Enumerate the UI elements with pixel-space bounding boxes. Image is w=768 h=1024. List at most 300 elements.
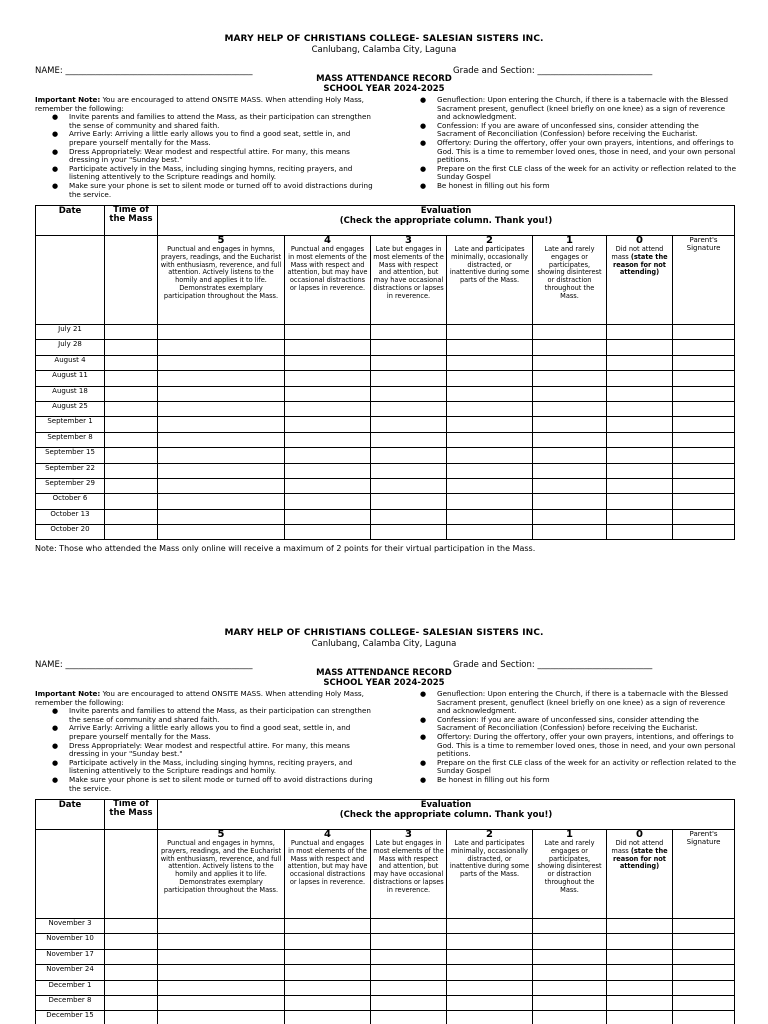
evaluation-cell[interactable]	[371, 965, 447, 980]
evaluation-cell[interactable]	[607, 463, 673, 478]
signature-cell[interactable]	[673, 463, 735, 478]
score-4-header	[285, 830, 371, 919]
date-cell: September 22	[36, 463, 105, 478]
evaluation-cell[interactable]	[447, 919, 533, 934]
evaluation-cell[interactable]	[607, 325, 673, 340]
table-row	[36, 525, 735, 540]
note-item: ● Arrive Early: Arriving a little early allows you to find a good seat, settle in, and prepare yourself mentally for the Mass.	[35, 724, 375, 741]
evaluation-cell[interactable]	[158, 463, 285, 478]
signature-cell[interactable]	[673, 934, 735, 949]
signature-header: Parent's Signature	[673, 236, 735, 325]
evaluation-cell[interactable]	[285, 325, 371, 340]
note-item: ● Be honest in filling out his form	[420, 776, 738, 785]
evaluation-header	[158, 206, 735, 236]
evaluation-cell[interactable]	[533, 525, 607, 540]
time-cell[interactable]	[105, 340, 158, 355]
score-label: 0	[636, 829, 643, 840]
score-0-reason: (state the reason for not attending)	[613, 846, 668, 871]
evaluation-cell[interactable]	[533, 401, 607, 416]
signature-cell[interactable]	[673, 386, 735, 401]
evaluation-cell[interactable]	[447, 463, 533, 478]
notes-right	[420, 690, 738, 785]
grade-section-field[interactable]: Grade and Section: ___________________________	[453, 660, 653, 670]
evaluation-cell[interactable]	[285, 995, 371, 1010]
evaluation-cell[interactable]	[447, 1011, 533, 1024]
time-cell[interactable]	[105, 355, 158, 370]
evaluation-cell[interactable]	[447, 525, 533, 540]
signature-cell[interactable]	[673, 432, 735, 447]
evaluation-cell[interactable]	[158, 525, 285, 540]
score-description: Late but engages in most elements of the Mass with respect and attention, but may have occasional distractions or lapses in reverence.	[373, 245, 444, 300]
evaluation-cell[interactable]	[533, 934, 607, 949]
signature-cell[interactable]	[673, 494, 735, 509]
evaluation-cell[interactable]	[607, 980, 673, 995]
signature-cell[interactable]	[673, 919, 735, 934]
score-description: Punctual and engages in most elements of the Mass with respect and attention, but may have occasional distractions or lapses in reverence.	[287, 245, 368, 292]
evaluation-cell[interactable]	[447, 401, 533, 416]
table-row	[36, 386, 735, 401]
table-row	[36, 325, 735, 340]
evaluation-cell[interactable]	[158, 448, 285, 463]
evaluation-cell[interactable]	[371, 934, 447, 949]
score-label: 1	[566, 235, 573, 246]
evaluation-cell[interactable]	[371, 386, 447, 401]
evaluation-cell[interactable]	[607, 1011, 673, 1024]
evaluation-cell[interactable]	[285, 1011, 371, 1024]
score-0-text: Did not attend mass	[611, 839, 664, 855]
table-row	[36, 355, 735, 370]
table-row	[36, 432, 735, 447]
evaluation-cell[interactable]	[285, 463, 371, 478]
evaluation-cell[interactable]	[447, 355, 533, 370]
blank-header-cell	[105, 236, 158, 325]
evaluation-cell[interactable]	[158, 494, 285, 509]
note-item: ● Dress Appropriately: Wear modest and respectful attire. For many, this means dressing in your "Sunday best."	[35, 742, 375, 759]
score-label: 0	[636, 235, 643, 246]
evaluation-cell[interactable]	[607, 340, 673, 355]
date-cell: December 15	[36, 1011, 105, 1024]
school-name: MARY HELP OF CHRISTIANS COLLEGE- SALESIAN SISTERS INC.	[224, 34, 544, 44]
signature-cell[interactable]	[673, 525, 735, 540]
evaluation-cell[interactable]	[371, 417, 447, 432]
evaluation-cell[interactable]	[371, 371, 447, 386]
date-cell: November 24	[36, 965, 105, 980]
evaluation-title: Evaluation	[420, 800, 472, 810]
table-row	[36, 919, 735, 934]
time-cell[interactable]	[105, 934, 158, 949]
time-header: Time of the Mass	[105, 800, 158, 830]
evaluation-cell[interactable]	[158, 325, 285, 340]
evaluation-subtitle: (Check the appropriate column. Thank you!)	[339, 216, 553, 226]
table-row	[36, 478, 735, 493]
time-cell[interactable]	[105, 509, 158, 524]
note-item: ● Invite parents and families to attend the Mass, as their participation can strengthen the sense of community and shared faith.	[35, 113, 375, 130]
evaluation-cell[interactable]	[285, 401, 371, 416]
score-2-header	[447, 236, 533, 325]
table-row	[36, 980, 735, 995]
evaluation-cell[interactable]	[533, 432, 607, 447]
score-5-header	[158, 236, 285, 325]
date-header: Date	[36, 206, 105, 236]
table-row	[36, 340, 735, 355]
table-row	[36, 965, 735, 980]
school-year: SCHOOL YEAR 2024-2025	[323, 678, 445, 688]
date-cell: November 17	[36, 949, 105, 964]
evaluation-cell[interactable]	[371, 494, 447, 509]
score-0-header	[607, 236, 673, 325]
important-note	[35, 96, 375, 113]
note-item: ● Make sure your phone is set to silent mode or turned off to avoid distractions during the service.	[35, 776, 375, 793]
table-row	[36, 995, 735, 1010]
record-title: MASS ATTENDANCE RECORD	[316, 74, 452, 84]
signature-cell[interactable]	[673, 417, 735, 432]
signature-cell[interactable]	[673, 401, 735, 416]
evaluation-cell[interactable]	[371, 919, 447, 934]
notes-left	[35, 690, 375, 793]
note-item: ● Confession: If you are aware of unconfessed sins, consider attending the Sacrament of Reconciliation (Confession) before receiving the Eucharist.	[420, 716, 738, 733]
evaluation-cell[interactable]	[533, 386, 607, 401]
evaluation-cell[interactable]	[285, 980, 371, 995]
time-cell[interactable]	[105, 371, 158, 386]
time-cell[interactable]	[105, 494, 158, 509]
evaluation-cell[interactable]	[285, 965, 371, 980]
evaluation-cell[interactable]	[607, 509, 673, 524]
score-description: Punctual and engages in hymns, prayers, readings, and the Eucharist with enthusiasm, reverence, and full attention. Actively listens to the homily and applies it to life. Demonstrates exemplary participation throughout the Mass.	[160, 245, 282, 300]
important-label: Important Note:	[35, 689, 101, 698]
evaluation-cell[interactable]	[447, 509, 533, 524]
grade-section-field[interactable]: Grade and Section: ___________________________	[453, 66, 653, 76]
evaluation-cell[interactable]	[533, 340, 607, 355]
score-0-header	[607, 830, 673, 919]
score-description: Late but engages in most elements of the Mass with respect and attention, but may have occasional distractions or lapses in reverence.	[373, 839, 444, 894]
time-cell[interactable]	[105, 919, 158, 934]
score-description	[607, 840, 672, 871]
evaluation-cell[interactable]	[371, 478, 447, 493]
date-header: Date	[36, 800, 105, 830]
evaluation-cell[interactable]	[607, 386, 673, 401]
evaluation-cell[interactable]	[371, 401, 447, 416]
date-cell: October 6	[36, 494, 105, 509]
note-item: ● Participate actively in the Mass, including singing hymns, reciting prayers, and listening attentively to the Scripture readings and homily.	[35, 759, 375, 776]
school-name: MARY HELP OF CHRISTIANS COLLEGE- SALESIAN SISTERS INC.	[224, 628, 544, 638]
evaluation-cell[interactable]	[371, 355, 447, 370]
evaluation-cell[interactable]	[533, 478, 607, 493]
notes-right	[420, 96, 738, 191]
table-row	[36, 1011, 735, 1024]
date-cell: August 4	[36, 355, 105, 370]
evaluation-cell[interactable]	[607, 965, 673, 980]
evaluation-cell[interactable]	[158, 432, 285, 447]
evaluation-cell[interactable]	[447, 494, 533, 509]
note-item: ● Be honest in filling out his form	[420, 182, 738, 191]
evaluation-cell[interactable]	[158, 995, 285, 1010]
score-3-header	[371, 236, 447, 325]
attendance-table	[35, 799, 735, 1024]
evaluation-cell[interactable]	[158, 509, 285, 524]
time-cell[interactable]	[105, 949, 158, 964]
evaluation-cell[interactable]	[447, 478, 533, 493]
date-rows	[36, 919, 735, 1024]
important-intro: You are encouraged to attend ONSITE MASS. When attending Holy Mass, remember the following:	[35, 95, 364, 113]
school-address: Canlubang, Calamba City, Laguna	[311, 45, 457, 55]
table-row	[36, 463, 735, 478]
evaluation-cell[interactable]	[285, 432, 371, 447]
score-label: 3	[405, 235, 412, 246]
evaluation-cell[interactable]	[285, 371, 371, 386]
evaluation-cell[interactable]	[371, 340, 447, 355]
evaluation-cell[interactable]	[371, 525, 447, 540]
note-item: ● Prepare on the first CLE class of the week for an activity or reflection related to the Sunday Gospel	[420, 165, 738, 182]
evaluation-cell[interactable]	[447, 386, 533, 401]
evaluation-cell[interactable]	[447, 448, 533, 463]
time-cell[interactable]	[105, 965, 158, 980]
signature-cell[interactable]	[673, 980, 735, 995]
date-cell: December 8	[36, 995, 105, 1010]
evaluation-cell[interactable]	[285, 340, 371, 355]
blank-header-cell	[36, 236, 105, 325]
score-3-header	[371, 830, 447, 919]
signature-cell[interactable]	[673, 965, 735, 980]
evaluation-cell[interactable]	[533, 949, 607, 964]
evaluation-header	[158, 800, 735, 830]
evaluation-cell[interactable]	[285, 494, 371, 509]
evaluation-cell[interactable]	[158, 965, 285, 980]
date-cell: September 8	[36, 432, 105, 447]
evaluation-cell[interactable]	[607, 417, 673, 432]
date-cell: November 3	[36, 919, 105, 934]
evaluation-cell[interactable]	[285, 525, 371, 540]
time-cell[interactable]	[105, 463, 158, 478]
time-cell[interactable]	[105, 325, 158, 340]
score-description: Punctual and engages in hymns, prayers, readings, and the Eucharist with enthusiasm, reverence, and full attention. Actively listens to the homily and applies it to life. Demonstrates exemplary participation throughout the Mass.	[160, 839, 282, 894]
evaluation-cell[interactable]	[447, 980, 533, 995]
time-cell[interactable]	[105, 386, 158, 401]
score-1-header	[533, 236, 607, 325]
evaluation-cell[interactable]	[447, 995, 533, 1010]
evaluation-cell[interactable]	[607, 371, 673, 386]
evaluation-cell[interactable]	[607, 448, 673, 463]
date-cell: August 11	[36, 371, 105, 386]
evaluation-cell[interactable]	[371, 980, 447, 995]
signature-header: Parent's Signature	[673, 830, 735, 919]
evaluation-cell[interactable]	[533, 494, 607, 509]
signature-cell[interactable]	[673, 509, 735, 524]
score-label: 4	[324, 235, 331, 246]
evaluation-cell[interactable]	[533, 448, 607, 463]
evaluation-cell[interactable]	[447, 371, 533, 386]
evaluation-cell[interactable]	[158, 371, 285, 386]
evaluation-cell[interactable]	[447, 934, 533, 949]
name-field[interactable]: NAME: ____________________________________________	[35, 660, 253, 670]
time-cell[interactable]	[105, 1011, 158, 1024]
evaluation-cell[interactable]	[533, 417, 607, 432]
time-cell[interactable]	[105, 995, 158, 1010]
evaluation-cell[interactable]	[533, 965, 607, 980]
evaluation-cell[interactable]	[158, 355, 285, 370]
evaluation-cell[interactable]	[285, 355, 371, 370]
note-item: ● Prepare on the first CLE class of the week for an activity or reflection related to the Sunday Gospel	[420, 759, 738, 776]
score-description	[607, 246, 672, 277]
evaluation-cell[interactable]	[158, 980, 285, 995]
blank-header-cell	[36, 830, 105, 919]
signature-cell[interactable]	[673, 949, 735, 964]
evaluation-cell[interactable]	[371, 949, 447, 964]
evaluation-cell[interactable]	[607, 401, 673, 416]
table-row	[36, 509, 735, 524]
score-label: 5	[217, 829, 225, 840]
time-cell[interactable]	[105, 432, 158, 447]
evaluation-cell[interactable]	[158, 340, 285, 355]
important-note	[35, 690, 375, 707]
signature-cell[interactable]	[673, 1011, 735, 1024]
score-description: Punctual and engages in most elements of the Mass with respect and attention, but may have occasional distractions or lapses in reverence.	[287, 839, 368, 886]
date-cell: July 21	[36, 325, 105, 340]
evaluation-cell[interactable]	[533, 325, 607, 340]
date-rows	[36, 325, 735, 540]
evaluation-cell[interactable]	[158, 417, 285, 432]
date-cell: July 28	[36, 340, 105, 355]
evaluation-cell[interactable]	[607, 934, 673, 949]
evaluation-cell[interactable]	[285, 949, 371, 964]
time-cell[interactable]	[105, 417, 158, 432]
evaluation-subtitle: (Check the appropriate column. Thank you!)	[339, 810, 553, 820]
evaluation-cell[interactable]	[371, 1011, 447, 1024]
score-label: 4	[324, 829, 331, 840]
score-0-text: Did not attend mass	[611, 245, 664, 261]
evaluation-cell[interactable]	[158, 1011, 285, 1024]
table-row	[36, 371, 735, 386]
score-label: 2	[486, 235, 493, 246]
table-row	[36, 417, 735, 432]
date-cell: November 10	[36, 934, 105, 949]
table-row	[36, 494, 735, 509]
evaluation-cell[interactable]	[447, 325, 533, 340]
evaluation-cell[interactable]	[533, 1011, 607, 1024]
evaluation-cell[interactable]	[285, 509, 371, 524]
evaluation-cell[interactable]	[371, 995, 447, 1010]
score-description: Late and rarely engages or participates, showing disinterest or distraction throughout the Mass.	[537, 839, 602, 894]
table-row	[36, 401, 735, 416]
important-label: Important Note:	[35, 95, 101, 104]
evaluation-cell[interactable]	[371, 463, 447, 478]
score-description: Late and participates minimally, occasionally distracted, or inattentive during some parts of the Mass.	[449, 245, 530, 285]
signature-cell[interactable]	[673, 325, 735, 340]
evaluation-cell[interactable]	[371, 325, 447, 340]
evaluation-title: Evaluation	[420, 206, 472, 216]
attendance-form-2	[0, 594, 768, 1024]
table-row	[36, 448, 735, 463]
evaluation-cell[interactable]	[158, 386, 285, 401]
school-year: SCHOOL YEAR 2024-2025	[323, 84, 445, 94]
note-item: ● Arrive Early: Arriving a little early allows you to find a good seat, settle in, and prepare yourself mentally for the Mass.	[35, 130, 375, 147]
signature-cell[interactable]	[673, 478, 735, 493]
evaluation-cell[interactable]	[158, 401, 285, 416]
score-label: 2	[486, 829, 493, 840]
evaluation-cell[interactable]	[158, 919, 285, 934]
evaluation-cell[interactable]	[607, 432, 673, 447]
time-cell[interactable]	[105, 401, 158, 416]
evaluation-cell[interactable]	[533, 371, 607, 386]
evaluation-cell[interactable]	[607, 995, 673, 1010]
time-cell[interactable]	[105, 980, 158, 995]
evaluation-cell[interactable]	[285, 934, 371, 949]
note-item: ● Participate actively in the Mass, including singing hymns, reciting prayers, and listening attentively to the Scripture readings and homily.	[35, 165, 375, 182]
date-cell: September 15	[36, 448, 105, 463]
evaluation-cell[interactable]	[607, 494, 673, 509]
evaluation-cell[interactable]	[447, 949, 533, 964]
evaluation-cell[interactable]	[607, 919, 673, 934]
notes-left	[35, 96, 375, 199]
evaluation-cell[interactable]	[285, 417, 371, 432]
score-0-reason: (state the reason for not attending)	[613, 252, 668, 277]
evaluation-cell[interactable]	[607, 525, 673, 540]
school-address: Canlubang, Calamba City, Laguna	[311, 639, 457, 649]
blank-header-cell	[105, 830, 158, 919]
score-label: 5	[217, 235, 225, 246]
name-field[interactable]: NAME: ____________________________________________	[35, 66, 253, 76]
evaluation-cell[interactable]	[607, 949, 673, 964]
evaluation-cell[interactable]	[533, 355, 607, 370]
date-cell: August 25	[36, 401, 105, 416]
attendance-table	[35, 205, 735, 540]
evaluation-cell[interactable]	[533, 919, 607, 934]
evaluation-cell[interactable]	[447, 432, 533, 447]
evaluation-cell[interactable]	[447, 965, 533, 980]
evaluation-cell[interactable]	[371, 509, 447, 524]
evaluation-cell[interactable]	[371, 448, 447, 463]
note-item: ● Genuflection: Upon entering the Church, if there is a tabernacle with the Blessed Sacrament present, genuflect (kneel briefly on one knee) as a sign of reverence and acknowledgment.	[420, 96, 738, 122]
signature-cell[interactable]	[673, 371, 735, 386]
record-title: MASS ATTENDANCE RECORD	[316, 668, 452, 678]
evaluation-cell[interactable]	[447, 417, 533, 432]
score-1-header	[533, 830, 607, 919]
signature-cell[interactable]	[673, 995, 735, 1010]
score-description: Late and rarely engages or participates, showing disinterest or distraction throughout the Mass.	[537, 245, 602, 300]
evaluation-cell[interactable]	[533, 509, 607, 524]
evaluation-cell[interactable]	[158, 478, 285, 493]
note-item: ● Make sure your phone is set to silent mode or turned off to avoid distractions during the service.	[35, 182, 375, 199]
evaluation-cell[interactable]	[285, 478, 371, 493]
evaluation-cell[interactable]	[447, 340, 533, 355]
time-cell[interactable]	[105, 478, 158, 493]
evaluation-cell[interactable]	[371, 432, 447, 447]
evaluation-cell[interactable]	[607, 355, 673, 370]
date-cell: September 29	[36, 478, 105, 493]
evaluation-cell[interactable]	[533, 463, 607, 478]
note-item: ● Offertory: During the offertory, offer your own prayers, intentions, and offerings to God. This is a time to remember loved ones, those in need, and your own personal petitions.	[420, 139, 738, 165]
evaluation-cell[interactable]	[533, 995, 607, 1010]
evaluation-cell[interactable]	[158, 949, 285, 964]
signature-cell[interactable]	[673, 355, 735, 370]
score-label: 3	[405, 829, 412, 840]
signature-cell[interactable]	[673, 340, 735, 355]
score-4-header	[285, 236, 371, 325]
table-row	[36, 934, 735, 949]
time-cell[interactable]	[105, 525, 158, 540]
signature-cell[interactable]	[673, 448, 735, 463]
time-cell[interactable]	[105, 448, 158, 463]
score-description: Late and participates minimally, occasionally distracted, or inattentive during some parts of the Mass.	[449, 839, 530, 879]
note-item: ● Dress Appropriately: Wear modest and respectful attire. For many, this means dressing in your "Sunday best."	[35, 148, 375, 165]
time-header: Time of the Mass	[105, 206, 158, 236]
evaluation-cell[interactable]	[285, 386, 371, 401]
evaluation-cell[interactable]	[158, 934, 285, 949]
evaluation-cell[interactable]	[285, 448, 371, 463]
note-item: ● Confession: If you are aware of unconfessed sins, consider attending the Sacrament of Reconciliation (Confession) before receiving the Eucharist.	[420, 122, 738, 139]
evaluation-cell[interactable]	[607, 478, 673, 493]
evaluation-cell[interactable]	[533, 980, 607, 995]
evaluation-cell[interactable]	[285, 919, 371, 934]
